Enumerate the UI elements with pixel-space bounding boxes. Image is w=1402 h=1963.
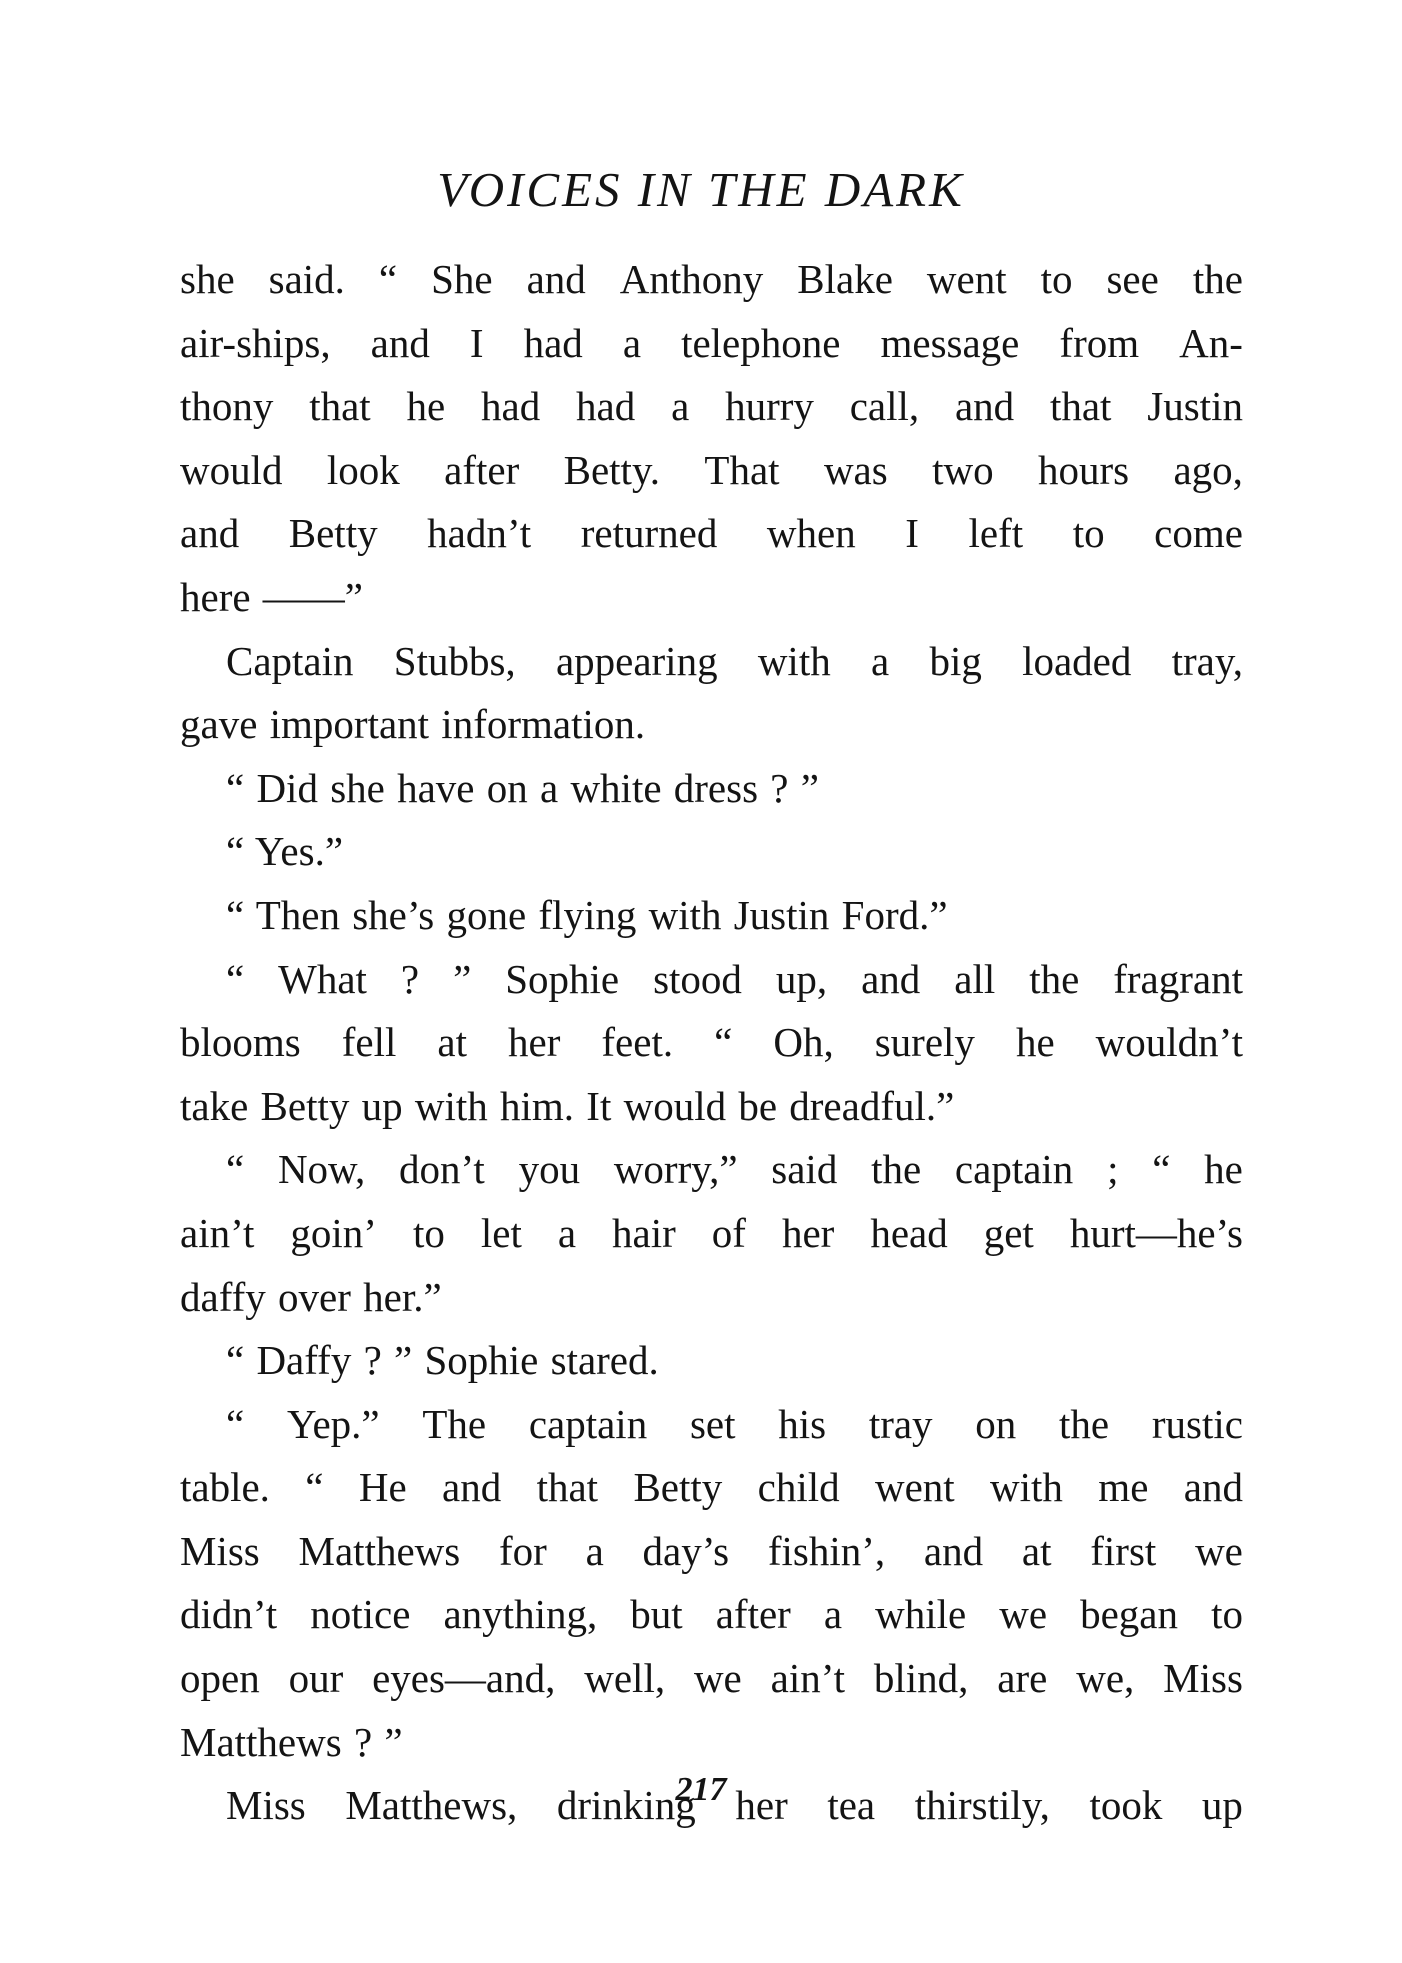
- text-line: Captain Stubbs, appearing with a big loaded tray,: [226, 637, 1243, 684]
- text-line: here ——”: [180, 573, 363, 620]
- text-line: she said. “ She and Anthony Blake went to see the: [180, 256, 1243, 302]
- text-line: Miss Matthews, drinking her tea thirstily, took up: [226, 1782, 1243, 1829]
- text-line: “ Did she have on a white dress ? ”: [226, 764, 819, 811]
- page-number: 217: [675, 1771, 727, 1808]
- running-head: VOICES IN THE DARK: [437, 162, 965, 217]
- text-line: air-ships, and I had a telephone message from An-: [180, 319, 1243, 366]
- text-line: “ Now, don’t you worry,” said the captain ; “ he: [226, 1146, 1243, 1193]
- text-line: gave important information.: [180, 701, 646, 748]
- text-line: “ Yep.” The captain set his tray on the rustic: [226, 1400, 1243, 1447]
- text-line: “ Then she’s gone flying with Justin Ford.”: [226, 891, 948, 938]
- text-line: Matthews ? ”: [180, 1718, 403, 1765]
- text-line: take Betty up with him. It would be dreadful.”: [180, 1082, 955, 1129]
- text-line: would look after Betty. That was two hours ago,: [180, 446, 1243, 493]
- text-line: didn’t notice anything, but after a while we began to: [180, 1591, 1243, 1638]
- text-line: ain’t goin’ to let a hair of her head get hurt—he’s: [180, 1209, 1243, 1256]
- body-text: [180, 248, 1243, 1838]
- text-line: daffy over her.”: [180, 1273, 442, 1320]
- text-line: “ Daffy ? ” Sophie stared.: [226, 1337, 659, 1384]
- text-line: blooms fell at her feet. “ Oh, surely he wouldn’t: [180, 1019, 1243, 1066]
- text-line: open our eyes—and, well, we ain’t blind, are we, Miss: [180, 1655, 1243, 1702]
- text-line: table. “ He and that Betty child went with me and: [180, 1464, 1243, 1511]
- text-line: thony that he had had a hurry call, and that Justin: [180, 383, 1243, 430]
- text-line: and Betty hadn’t returned when I left to come: [180, 510, 1243, 557]
- text-line: “ Yes.”: [226, 828, 344, 875]
- text-line: Miss Matthews for a day’s fishin’, and at first we: [180, 1527, 1243, 1574]
- text-line: “ What ? ” Sophie stood up, and all the fragrant: [226, 955, 1243, 1002]
